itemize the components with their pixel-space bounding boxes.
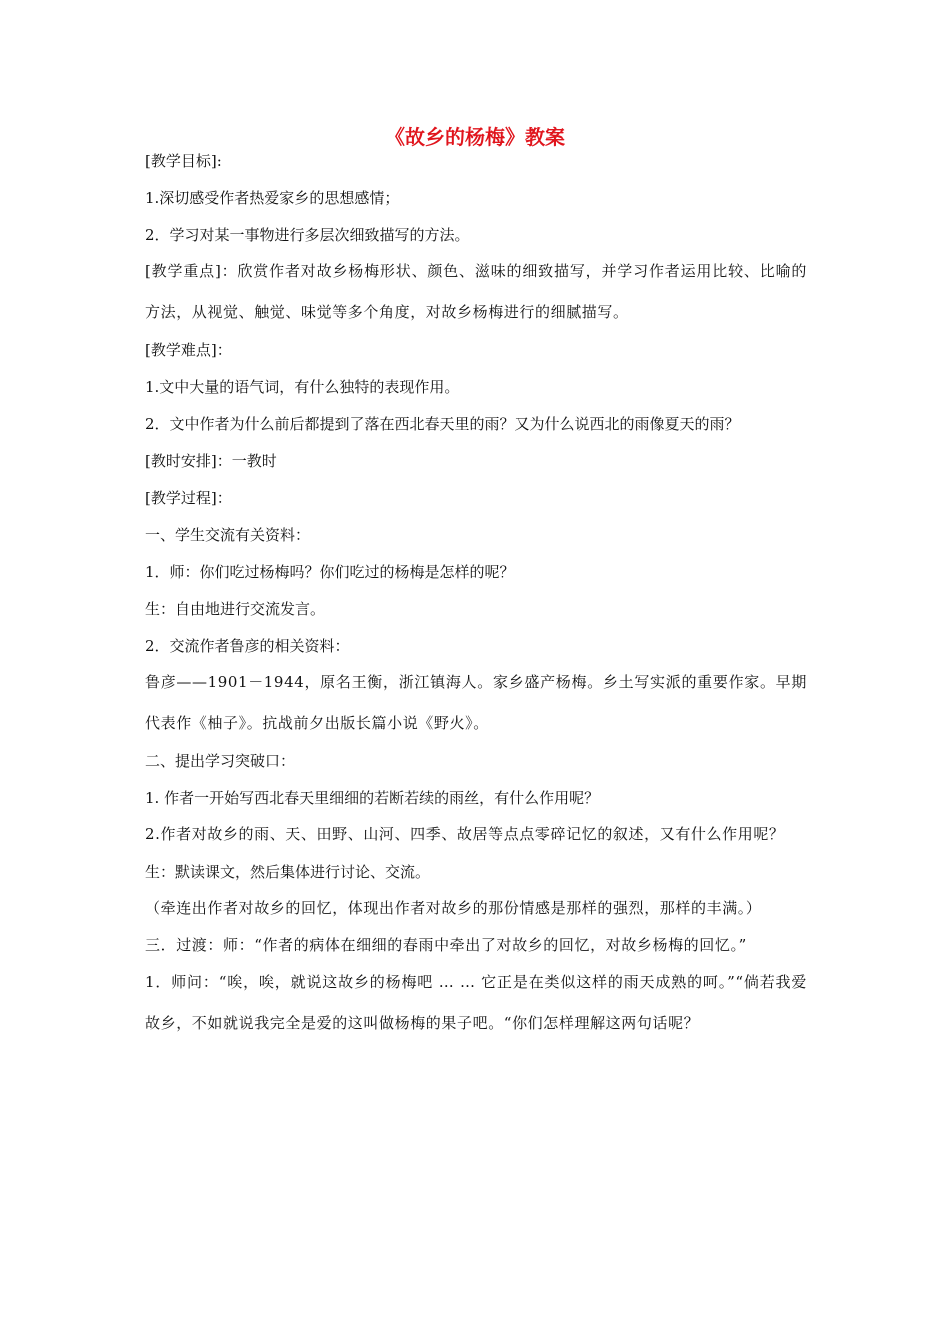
paragraph-class-schedule: [教时安排]：一教时 [145,452,277,470]
paragraph-question-rain: 1. 作者一开始写西北春天里细细的若断若续的雨丝，有什么作用呢？ [145,789,600,807]
paragraph-student-response-2: 生：默读课文，然后集体进行讨论、交流。 [145,863,431,881]
paragraph-teaching-goals-heading: [教学目标]: [145,152,222,170]
paragraph-difficulty-2: 2．文中作者为什么前后都提到了落在西北春天里的雨？又为什么说西北的雨像夏天的雨？ [145,415,740,433]
paragraph-difficulty-1: 1.文中大量的语气词，有什么独特的表现作用。 [145,378,460,396]
document-body [145,150,807,1035]
document-title: 《故乡的杨梅》教案 [385,125,565,149]
paragraph-teaching-focus: [教学重点]：欣赏作者对故乡杨梅形状、颜色、滋味的细致描写，并学习作者运用比较、比喻的方法，从视觉、触觉、味觉等多个角度，对故乡杨梅进行的细腻描写。 [145,262,807,321]
paragraph-teaching-difficulty-heading: [教学难点]： [145,341,232,359]
paragraph-question-memories: 2.作者对故乡的雨、天、田野、山河、四季、故居等点点零碎记忆的叙述，又有什么作用呢？ [145,825,785,843]
paragraph-author-info: 鲁彦——1901－1944，原名王衡，浙江镇海人。家乡盛产杨梅。乡土写实派的重要作家。早期代表作《柚子》。抗战前夕出版长篇小说《野火》。 [145,673,807,732]
paragraph-section-2-heading: 二、提出学习突破口： [145,752,296,770]
paragraph-section-1-heading: 一、学生交流有关资料： [145,526,311,544]
paragraph-author-info-heading: 2．交流作者鲁彦的相关资料： [145,637,350,655]
paragraph-goal-1: 1.深切感受作者热爱家乡的思想感情； [145,189,400,207]
paragraph-student-response-1: 生：自由地进行交流发言。 [145,600,326,618]
paragraph-teaching-process-heading: [教学过程]： [145,489,232,507]
paragraph-goal-2: 2．学习对某一事物进行多层次细致描写的方法。 [145,226,470,244]
paragraph-teacher-question-2: 1．师问：“唉，唉，就说这故乡的杨梅吧 … … 它正是在类似这样的雨天成熟的呵。”“倘若我爱故乡，不如就说我完全是爱的这叫做杨梅的果子吧。“你们怎样理解这两句话呢？ [145,973,807,1032]
paragraph-section-3-transition: 三．过渡：师：“作者的病体在细细的春雨中牵出了对故乡的回忆，对故乡杨梅的回忆。” [145,936,747,954]
paragraph-note-emotion: （牵连出作者对故乡的回忆，体现出作者对故乡的那份情感是那样的强烈，那样的丰满。） [145,899,762,917]
paragraph-teacher-question-1: 1．师：你们吃过杨梅吗？你们吃过的杨梅是怎样的呢？ [145,563,515,581]
